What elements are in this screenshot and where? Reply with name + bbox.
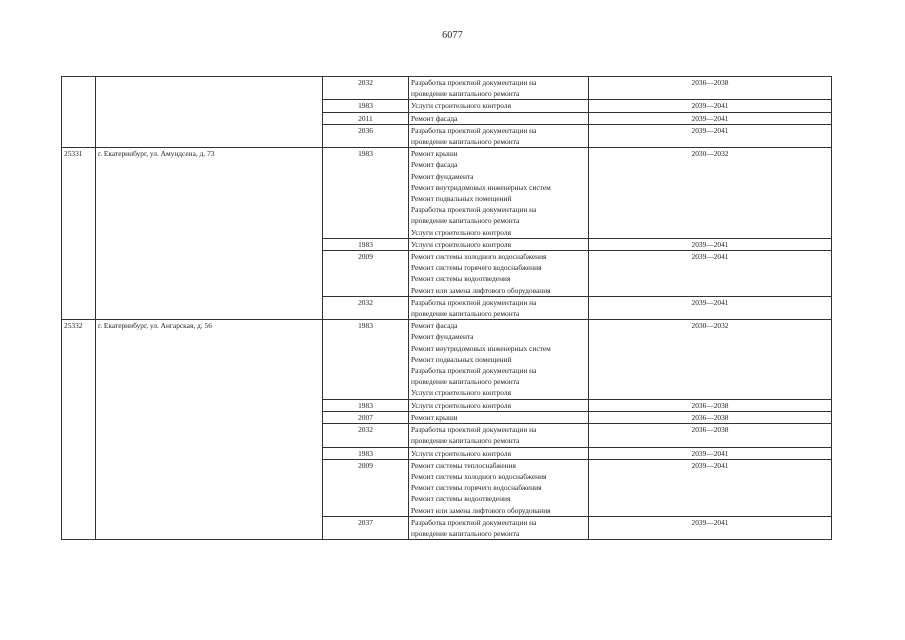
house-address-cell: г. Екатеринбург, ул. Ангарская, д. 56 [96, 320, 323, 540]
year-cell: 2032 [323, 296, 409, 319]
year-cell: 1983 [323, 100, 409, 112]
works-cell: Услуги строительного контроля [409, 100, 589, 112]
works-cell: Разработка проектной документации на проведение капитального ремонта [409, 77, 589, 100]
year-cell: 1983 [323, 238, 409, 250]
year-cell: 1983 [323, 320, 409, 399]
works-cell: Ремонт фасада Ремонт фундамента Ремонт внутридомовых инженерных систем Ремонт подвальных помещений Разработка проектной документации на проведение капитального ремонта Услуги строительного контроля [409, 320, 589, 399]
year-cell: 2009 [323, 459, 409, 516]
year-cell: 2011 [323, 112, 409, 124]
year-cell: 1983 [323, 447, 409, 459]
works-cell: Услуги строительного контроля [409, 399, 589, 411]
year-cell: 2032 [323, 424, 409, 447]
year-cell: 2036 [323, 124, 409, 147]
period-cell: 2039—2041 [589, 238, 832, 250]
table-row [62, 148, 832, 239]
table-body [62, 77, 832, 540]
table-row [62, 77, 832, 100]
period-cell: 2036—2038 [589, 399, 832, 411]
period-cell: 2030—2032 [589, 148, 832, 239]
works-cell: Разработка проектной документации на проведение капитального ремонта [409, 124, 589, 147]
year-cell: 2007 [323, 411, 409, 423]
works-cell: Ремонт крыши Ремонт фасада Ремонт фундамента Ремонт внутридомовых инженерных систем Ремонт подвальных помещений Разработка проектной документации на проведение капитального ремонта Услуги строительного контроля [409, 148, 589, 239]
works-cell: Разработка проектной документации на проведение капитального ремонта [409, 296, 589, 319]
year-cell: 2032 [323, 77, 409, 100]
year-cell: 2037 [323, 516, 409, 539]
works-cell: Разработка проектной документации на проведение капитального ремонта [409, 424, 589, 447]
house-address-cell [96, 77, 323, 148]
house-number-cell [62, 77, 96, 148]
works-cell: Услуги строительного контроля [409, 238, 589, 250]
period-cell: 2039—2041 [589, 124, 832, 147]
year-cell: 1983 [323, 399, 409, 411]
period-cell: 2039—2041 [589, 296, 832, 319]
year-cell: 2009 [323, 251, 409, 297]
table-row [62, 320, 832, 399]
works-cell: Ремонт системы теплоснабжения Ремонт системы холодного водоснабжения Ремонт системы горячего водоснабжения Ремонт системы водоотведения Ремонт или замена лифтового оборудования [409, 459, 589, 516]
period-cell: 2039—2041 [589, 447, 832, 459]
period-cell: 2036—2038 [589, 77, 832, 100]
works-cell: Ремонт фасада [409, 112, 589, 124]
house-number-cell: 25331 [62, 148, 96, 320]
year-cell: 1983 [323, 148, 409, 239]
period-cell: 2039—2041 [589, 459, 832, 516]
works-cell: Разработка проектной документации на проведение капитального ремонта [409, 516, 589, 539]
period-cell: 2036—2038 [589, 424, 832, 447]
period-cell: 2039—2041 [589, 112, 832, 124]
period-cell: 2039—2041 [589, 516, 832, 539]
house-address-cell: г. Екатеринбург, ул. Амундсена, д. 73 [96, 148, 323, 320]
works-cell: Услуги строительного контроля [409, 447, 589, 459]
repair-schedule-table [61, 76, 832, 540]
page-number: 6077 [442, 30, 463, 41]
period-cell: 2036—2038 [589, 411, 832, 423]
period-cell: 2039—2041 [589, 251, 832, 297]
period-cell: 2039—2041 [589, 100, 832, 112]
works-cell: Ремонт системы холодного водоснабжения Ремонт системы горячего водоснабжения Ремонт системы водоотведения Ремонт или замена лифтового оборудования [409, 251, 589, 297]
house-number-cell: 25332 [62, 320, 96, 540]
period-cell: 2030—2032 [589, 320, 832, 399]
works-cell: Ремонт крыши [409, 411, 589, 423]
